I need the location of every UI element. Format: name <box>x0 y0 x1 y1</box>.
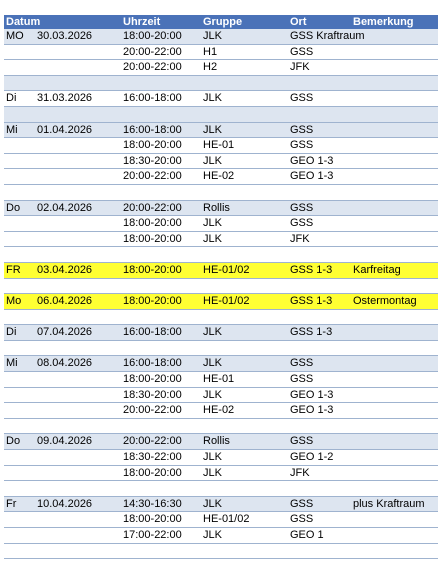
cell-place: GSS <box>290 373 314 386</box>
cell-time: 18:00-20:00 <box>123 232 182 245</box>
table-row <box>4 512 438 528</box>
table-row <box>4 60 438 76</box>
cell-group: JLK <box>203 529 222 541</box>
cell-place: GSS <box>290 45 314 58</box>
cell-group: JLK <box>203 388 222 401</box>
cell-place: GEO 1-3 <box>290 154 334 167</box>
cell-day: FR <box>6 263 21 276</box>
cell-day: Fr <box>6 497 17 510</box>
table-row <box>4 138 438 154</box>
cell-time: 18:00-20:00 <box>123 30 182 42</box>
cell-day: Do <box>6 201 21 214</box>
cell-time: 16:00-18:00 <box>123 326 182 339</box>
cell-day: Di <box>6 92 17 105</box>
cell-place: GEO 1-2 <box>290 451 334 464</box>
cell-place: JFK <box>290 232 310 245</box>
cell-group: JLK <box>203 497 222 510</box>
cell-place: JFK <box>290 466 310 479</box>
table-row <box>4 403 438 419</box>
table-row <box>4 216 438 232</box>
cell-place: JFK <box>290 61 310 74</box>
cell-time: 20:00-22:00 <box>123 170 182 183</box>
cell-group: H2 <box>203 61 218 74</box>
cell-day: Mi <box>6 123 18 136</box>
cell-place: GEO 1-3 <box>290 170 334 183</box>
cell-date: 30.03.2026 <box>37 30 93 42</box>
table-row <box>4 76 438 92</box>
cell-place: GSS <box>290 92 314 105</box>
cell-time: 16:00-18:00 <box>123 123 182 136</box>
table-row <box>4 325 438 341</box>
table-body <box>4 29 438 559</box>
cell-time: 18:00-20:00 <box>123 295 182 308</box>
table-row <box>4 232 438 248</box>
cell-date: 08.04.2026 <box>37 357 93 370</box>
cell-time: 18:30-22:00 <box>123 451 182 464</box>
cell-day: Mo <box>6 295 22 308</box>
cell-group: JLK <box>203 232 222 245</box>
cell-group: JLK <box>203 123 222 136</box>
cell-group: JLK <box>203 30 222 42</box>
cell-time: 18:00-20:00 <box>123 373 182 386</box>
cell-time: 18:30-20:00 <box>123 388 182 401</box>
cell-place: GSS <box>290 201 314 214</box>
cell-group: HE-01/02 <box>203 295 250 308</box>
table-row <box>4 169 438 185</box>
cell-place: GSS <box>290 123 314 136</box>
cell-day: Do <box>6 435 21 448</box>
header-gruppe: Gruppe <box>203 16 243 28</box>
cell-time: 20:00-22:00 <box>123 45 182 58</box>
cell-day: Di <box>6 326 17 339</box>
cell-time: 20:00-22:00 <box>123 435 182 448</box>
cell-place: GSS Kraftraum <box>290 30 365 42</box>
cell-group: HE-01 <box>203 139 235 152</box>
table-row <box>4 123 438 139</box>
cell-time: 14:30-16:30 <box>123 497 182 510</box>
table-row <box>4 247 438 263</box>
cell-date: 01.04.2026 <box>37 123 93 136</box>
table-row <box>4 450 438 466</box>
table-row <box>4 356 438 372</box>
table-row <box>4 497 438 513</box>
cell-place: GSS 1-3 <box>290 326 333 339</box>
cell-group: H1 <box>203 45 218 58</box>
table-row <box>4 310 438 326</box>
table-row <box>4 185 438 201</box>
cell-time: 17:00-22:00 <box>123 529 182 541</box>
table-row <box>4 201 438 217</box>
cell-time: 18:00-20:00 <box>123 513 182 526</box>
cell-group: Rollis <box>203 201 230 214</box>
table-row <box>4 263 438 279</box>
cell-place: GEO 1 <box>290 529 324 541</box>
table-row <box>4 528 438 544</box>
cell-time: 18:30-20:00 <box>123 154 182 167</box>
table-header <box>4 15 438 29</box>
cell-group: HE-01/02 <box>203 513 250 526</box>
table-row <box>4 544 438 560</box>
header-uhrzeit: Uhrzeit <box>123 16 161 28</box>
cell-note: plus Kraftraum <box>353 497 425 510</box>
cell-time: 20:00-22:00 <box>123 61 182 74</box>
table-row <box>4 388 438 404</box>
header-datum: Datum <box>6 16 41 28</box>
table-row <box>4 29 438 45</box>
cell-group: HE-02 <box>203 170 235 183</box>
table-row <box>4 466 438 482</box>
header-ort: Ort <box>290 16 307 28</box>
table-row <box>4 341 438 357</box>
cell-place: GSS 1-3 <box>290 263 333 276</box>
cell-time: 16:00-18:00 <box>123 92 182 105</box>
table-row <box>4 481 438 497</box>
cell-group: HE-02 <box>203 404 235 417</box>
cell-date: 06.04.2026 <box>37 295 93 308</box>
cell-time: 16:00-18:00 <box>123 357 182 370</box>
cell-time: 20:00-22:00 <box>123 404 182 417</box>
cell-group: JLK <box>203 451 222 464</box>
cell-time: 18:00-20:00 <box>123 263 182 276</box>
table-row <box>4 434 438 450</box>
table-row <box>4 91 438 107</box>
cell-place: GSS <box>290 139 314 152</box>
cell-date: 03.04.2026 <box>37 263 93 276</box>
schedule-table <box>4 15 438 559</box>
cell-place: GSS <box>290 435 314 448</box>
header-bemerkung: Bemerkung <box>353 16 414 28</box>
cell-group: JLK <box>203 326 222 339</box>
cell-place: GSS 1-3 <box>290 295 333 308</box>
cell-time: 18:00-20:00 <box>123 217 182 230</box>
cell-group: JLK <box>203 154 222 167</box>
cell-group: Rollis <box>203 435 230 448</box>
table-row <box>4 107 438 123</box>
cell-place: GEO 1-3 <box>290 404 334 417</box>
cell-place: GSS <box>290 513 314 526</box>
table-row <box>4 279 438 295</box>
cell-place: GSS <box>290 497 314 510</box>
cell-group: JLK <box>203 217 222 230</box>
table-row <box>4 294 438 310</box>
cell-date: 07.04.2026 <box>37 326 93 339</box>
cell-date: 09.04.2026 <box>37 435 93 448</box>
table-row <box>4 45 438 61</box>
cell-note: Karfreitag <box>353 263 401 276</box>
cell-place: GSS <box>290 217 314 230</box>
cell-group: JLK <box>203 92 222 105</box>
cell-note: Ostermontag <box>353 295 417 308</box>
cell-place: GSS <box>290 357 314 370</box>
cell-time: 18:00-20:00 <box>123 139 182 152</box>
cell-time: 20:00-22:00 <box>123 201 182 214</box>
cell-date: 10.04.2026 <box>37 497 93 510</box>
cell-group: HE-01/02 <box>203 263 250 276</box>
cell-group: JLK <box>203 357 222 370</box>
cell-time: 18:00-20:00 <box>123 466 182 479</box>
cell-date: 02.04.2026 <box>37 201 93 214</box>
cell-day: Mi <box>6 357 18 370</box>
cell-day: MO <box>6 30 24 42</box>
cell-place: GEO 1-3 <box>290 388 334 401</box>
cell-date: 31.03.2026 <box>37 92 93 105</box>
table-row <box>4 372 438 388</box>
table-row <box>4 419 438 435</box>
cell-group: JLK <box>203 466 222 479</box>
table-row <box>4 154 438 170</box>
cell-group: HE-01 <box>203 373 235 386</box>
